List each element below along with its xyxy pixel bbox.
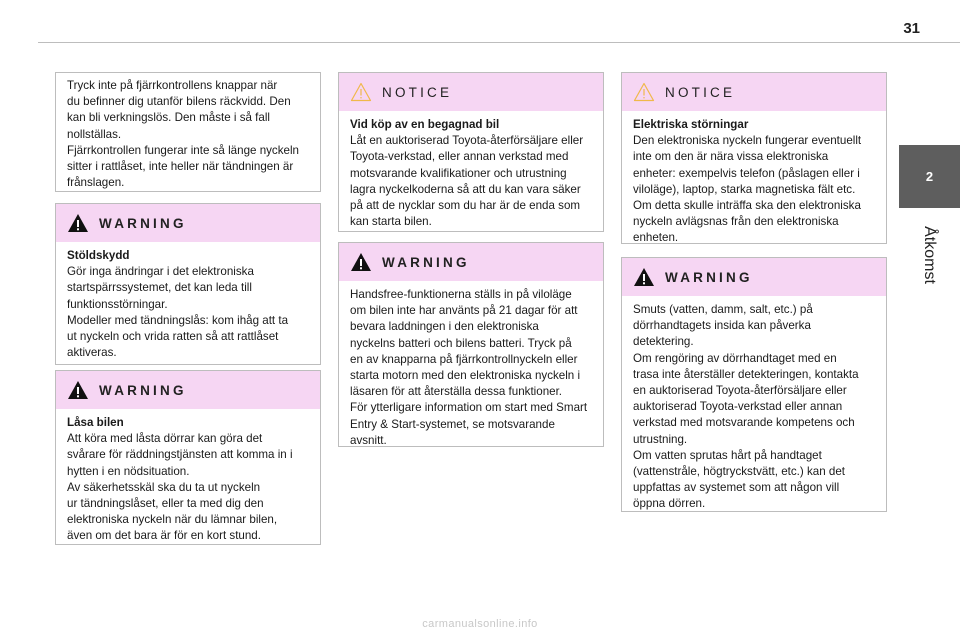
warning-title: Låsa bilen	[67, 416, 124, 429]
header-rule	[38, 42, 960, 43]
warning-body: Smuts (vatten, damm, salt, etc.) på dörrhandtagets insida kan påverka detektering. Om rengöring av dörrhandtaget med en trasa inte återställer detekteringen, kontakta en auktoriserad Toyota-återförsäljare eller auktoriserad Toyota-verkstad eller annan verkstad med motsvarande kompetens och utrustning. Om vatten sprutas hårt på handtaget (vattenstråle, högtryckstvätt, etc.) kan det uppfattas av systemet som att någon vill öppna dörren.	[633, 303, 859, 511]
info-box-body: Tryck inte på fjärrkontrollens knappar när du befinner dig utanför bilens räckvidd. Den kan bli verkningslös. Den måste i så fall nollställas. Fjärrkontrollen fungerar inte så länge nyckeln sitter i rattlåset, inte heller när tändningen är frånslagen.	[67, 79, 299, 190]
warning-triangle-icon	[633, 267, 655, 287]
warning-header	[56, 371, 320, 409]
warning-label: WARNING	[665, 269, 753, 285]
notice-label: NOTICE	[665, 84, 736, 100]
warning-box-immobilizer	[55, 203, 321, 365]
warning-box-locking	[55, 370, 321, 545]
notice-header	[339, 73, 603, 111]
chapter-tab-number: 2	[925, 169, 934, 184]
warning-body: Handsfree-funktionerna ställs in på viloläge om bilen inte har använts på 21 dagar för att bevara laddningen i den elektroniska nyckelns batteri och bilens batteri. Tryck på en av knapparna på fjärrkontrollnyckeln eller starta motorn med den elektroniska nyckeln i läsaren för att återställa dessa funktioner. För ytterligare information om start med Smart Entry & Start-systemet, se motsvarande avsnitt.	[350, 288, 588, 447]
notice-label: NOTICE	[382, 84, 453, 100]
warning-title: Stöldskydd	[67, 249, 130, 262]
watermark: carmanualsonline.info	[422, 618, 538, 630]
notice-triangle-icon	[350, 82, 372, 102]
warning-header	[339, 243, 603, 281]
warning-header	[56, 204, 320, 242]
notice-title: Vid köp av en begagnad bil	[350, 118, 500, 131]
warning-triangle-icon	[350, 252, 372, 272]
section-label-text: Åtkomst	[920, 226, 938, 284]
notice-title: Elektriska störningar	[633, 118, 749, 131]
warning-triangle-icon	[67, 380, 89, 400]
notice-box-interference	[621, 72, 887, 244]
chapter-tab[interactable]	[899, 145, 960, 208]
notice-body: Låt en auktoriserad Toyota-återförsäljare eller Toyota-verkstad, eller annan verkstad med motsvarande kvalifikationer och utrustning lagra nyckelkoderna så att du kan vara säker på att de nycklar som du har är de enda som kan starta bilen.	[350, 134, 584, 229]
warning-label: WARNING	[382, 254, 470, 270]
warning-box-handsfree	[338, 242, 604, 447]
warning-body: Att köra med låsta dörrar kan göra det svårare för räddningstjänsten att komma in i hytten i en nödsituation. Av säkerhetsskäl ska du ta ut nyckeln ur tändningslåset, eller ta med dig den elektroniska nyckeln när du lämnar bilen, även om det bara är för en kort stund.	[67, 432, 293, 543]
section-label	[897, 210, 960, 300]
warning-triangle-icon	[67, 213, 89, 233]
notice-body: Den elektroniska nyckeln fungerar eventuellt inte om den är nära vissa elektroniska enheter: exempelvis telefon (påslagen eller i viloläge), laptop, starka magnetiska fält etc. Om detta skulle inträffa ska den elektroniska nyckeln avlägsnas från den elektroniska enheten.	[633, 134, 862, 245]
warning-label: WARNING	[99, 215, 187, 231]
warning-box-door-handle	[621, 257, 887, 512]
notice-box-used-car	[338, 72, 604, 232]
warning-header	[622, 258, 886, 296]
notice-header	[622, 73, 886, 111]
warning-body: Gör inga ändringar i det elektroniska startspärrssystemet, det kan leda till funktionsstörningar. Modeller med tändningslås: kom ihåg att ta ut nyckeln och vrida ratten så att rattlåset aktiveras.	[67, 265, 289, 360]
notice-triangle-icon	[633, 82, 655, 102]
info-box-remote	[55, 72, 321, 192]
page-number: 31	[903, 20, 920, 37]
warning-label: WARNING	[99, 382, 187, 398]
